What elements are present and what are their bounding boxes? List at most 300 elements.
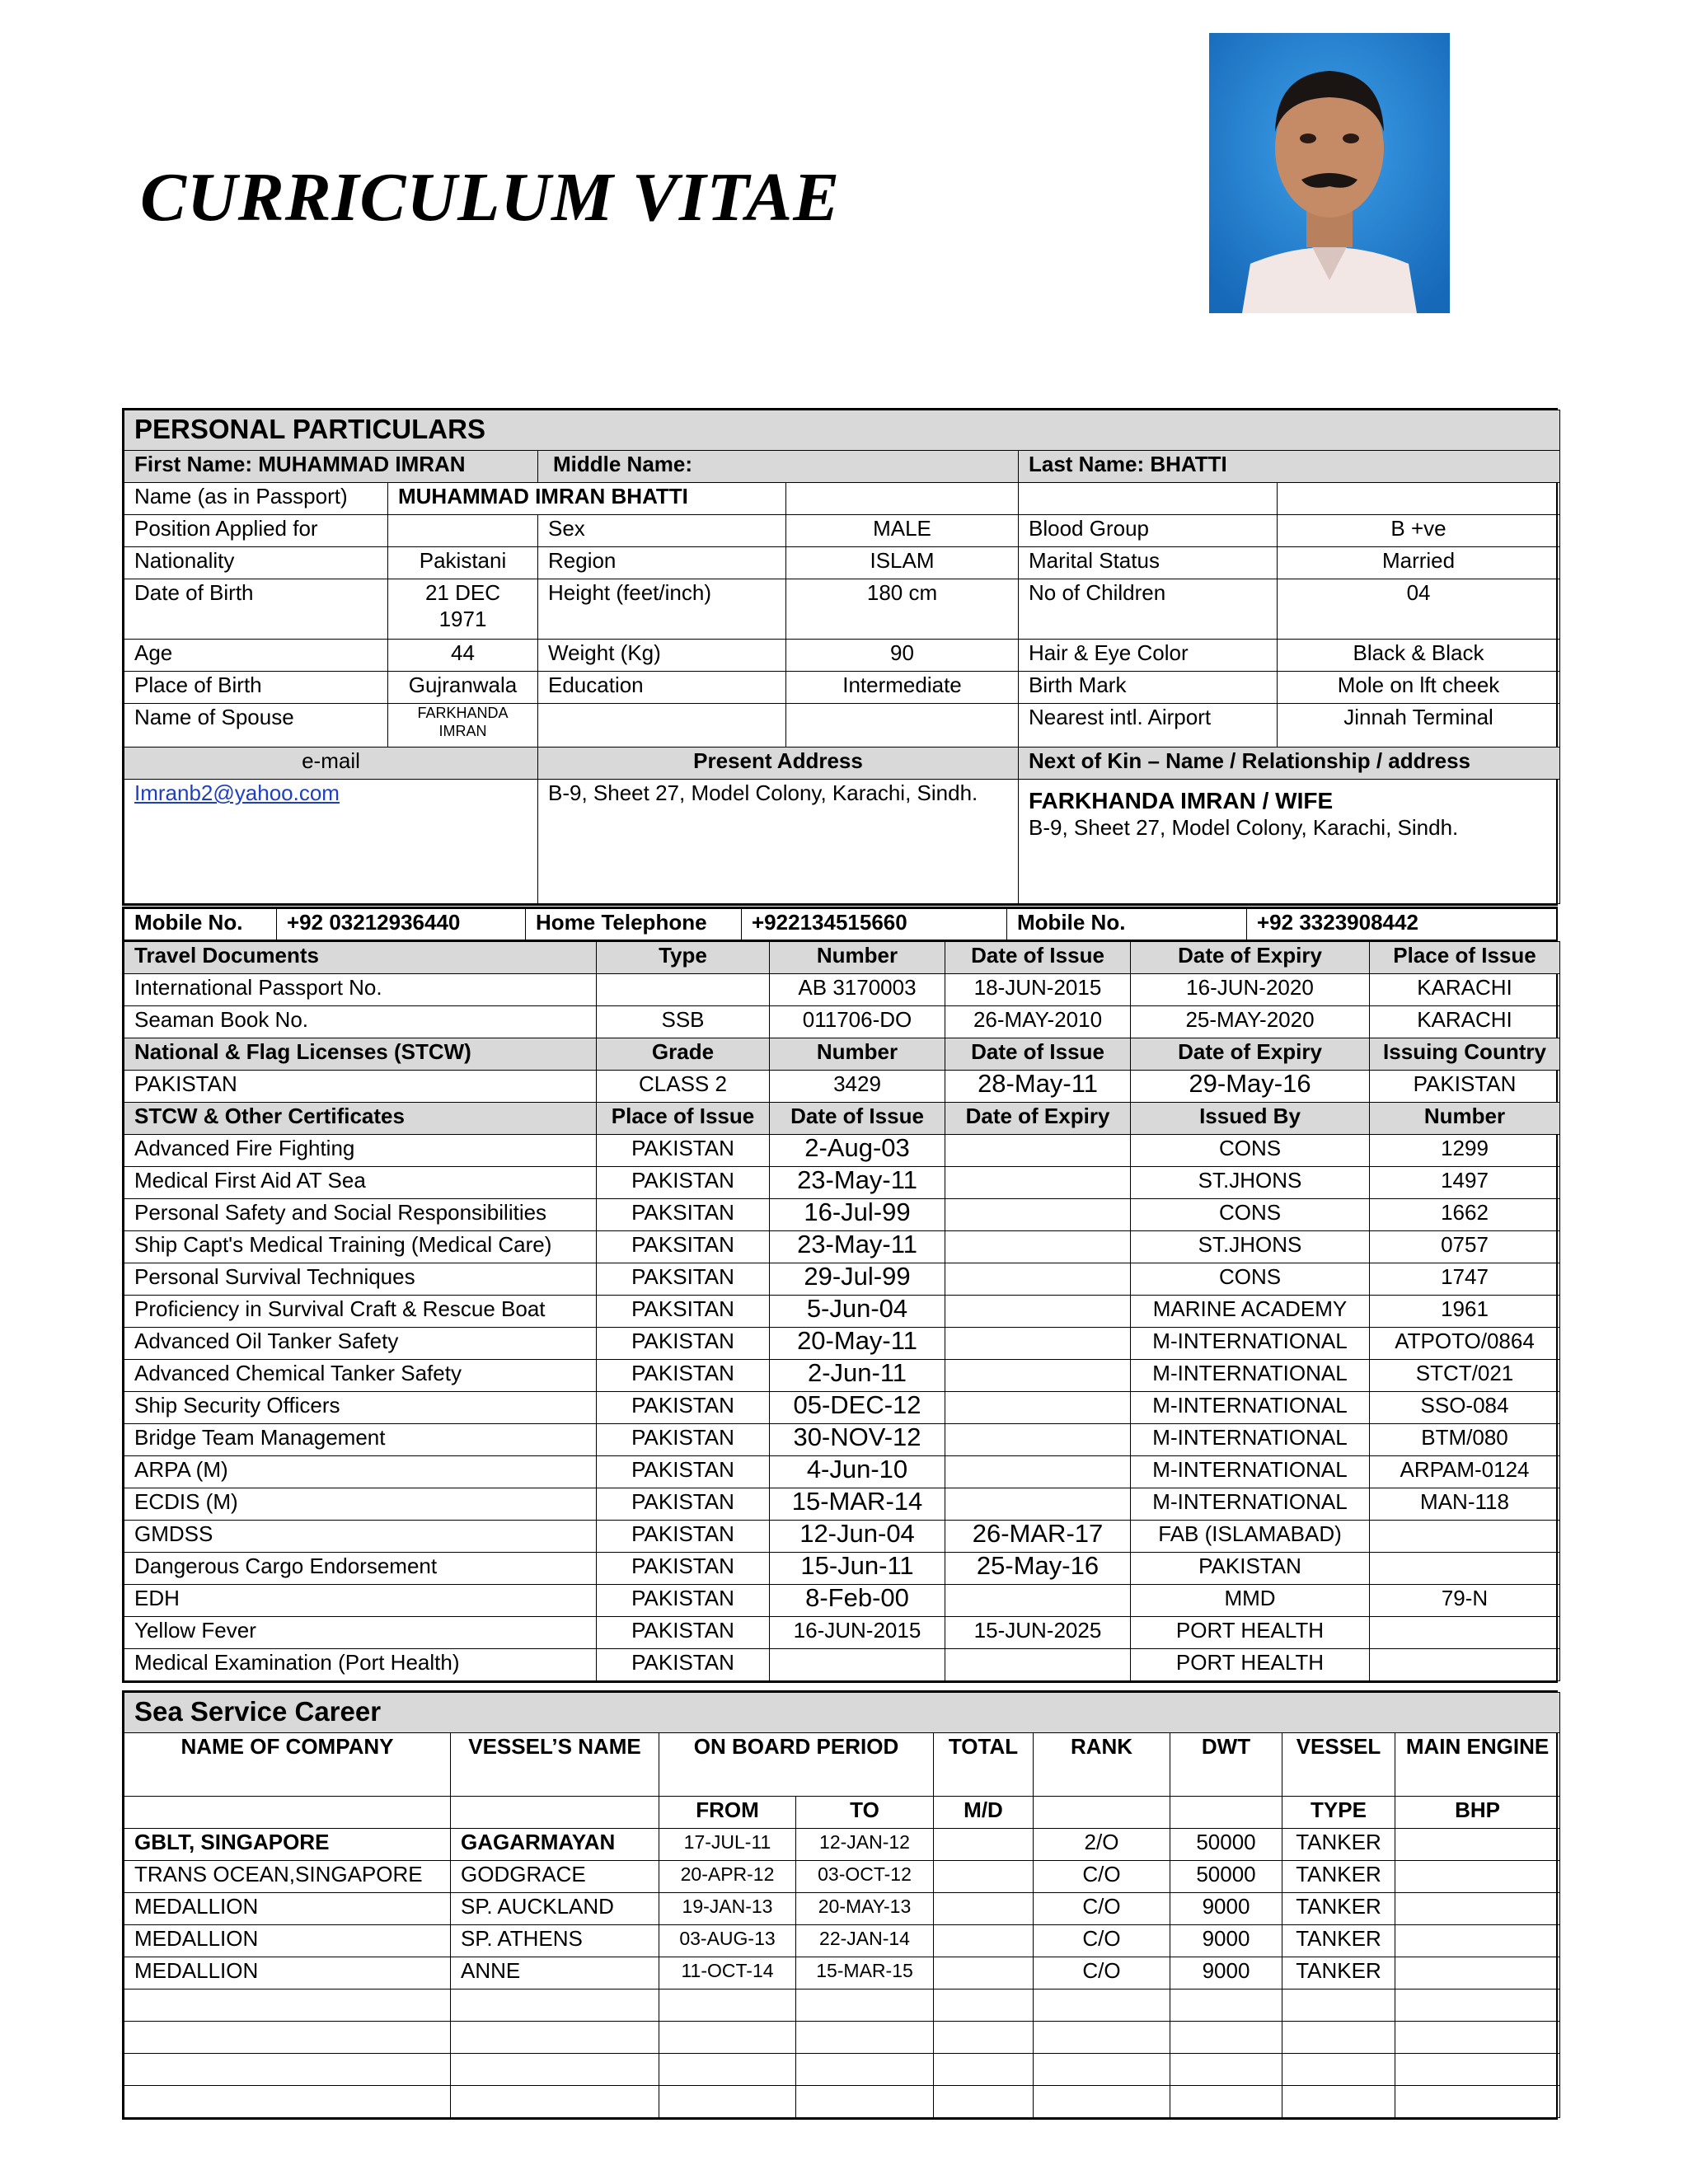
- table-cell: 25-MAY-2020: [1131, 1006, 1370, 1038]
- table-cell: [659, 2054, 796, 2086]
- column-header: Issuing Country: [1370, 1038, 1560, 1071]
- table-cell: 20-MAY-13: [796, 1893, 934, 1925]
- table-header-row: [124, 1038, 1560, 1071]
- column-subheader: FROM: [659, 1797, 796, 1829]
- table-cell: 16-JUN-2015: [770, 1617, 945, 1649]
- table-row: [124, 1263, 1560, 1296]
- table-cell: [659, 1990, 796, 2022]
- table-cell: [1034, 2054, 1170, 2086]
- column-header: VESSEL’S NAME: [451, 1733, 659, 1797]
- value: ISLAM: [786, 547, 1019, 579]
- table-cell: 15-JUN-2025: [945, 1617, 1131, 1649]
- table-cell: 9000: [1170, 1925, 1282, 1957]
- table-cell: [945, 1167, 1131, 1199]
- table-cell: [1282, 2086, 1395, 2118]
- label: Region: [538, 547, 786, 579]
- table-cell: ST.JHONS: [1131, 1167, 1370, 1199]
- table-cell: [796, 1990, 934, 2022]
- table-cell: GODGRACE: [451, 1861, 659, 1893]
- label: Hair & Eye Color: [1019, 640, 1278, 672]
- table-cell: SSB: [597, 1006, 770, 1038]
- table-row: [124, 1861, 1560, 1893]
- table-cell: PAKISTAN: [597, 1553, 770, 1585]
- label: Name (as in Passport): [124, 483, 388, 515]
- table-cell: PAKISTAN: [597, 1167, 770, 1199]
- table-cell: GAGARMAYAN: [451, 1829, 659, 1861]
- passport-name: MUHAMMAD IMRAN BHATTI: [388, 483, 786, 515]
- table-cell: [934, 1829, 1034, 1861]
- value: 04: [1278, 579, 1560, 640]
- table-cell: Advanced Chemical Tanker Safety: [124, 1360, 597, 1392]
- value: MALE: [786, 515, 1019, 547]
- table-cell: M-INTERNATIONAL: [1131, 1360, 1370, 1392]
- table-cell: [945, 1199, 1131, 1231]
- table-cell: 9000: [1170, 1957, 1282, 1990]
- table-cell: SP. AUCKLAND: [451, 1893, 659, 1925]
- column-header: Date of Expiry: [1131, 1038, 1370, 1071]
- table-cell: [945, 1392, 1131, 1424]
- dob-line: 21 DEC: [424, 580, 501, 605]
- table-cell: KARACHI: [1370, 1006, 1560, 1038]
- table-cell: [796, 2086, 934, 2118]
- table-cell: [451, 1990, 659, 2022]
- table-cell: [1170, 2022, 1282, 2054]
- table-row: [124, 1167, 1560, 1199]
- column-header: Place of Issue: [597, 1103, 770, 1135]
- table-row: [124, 1231, 1560, 1263]
- table-cell: C/O: [1034, 1861, 1170, 1893]
- table-cell: 23-May-11: [770, 1167, 945, 1199]
- table-row: [124, 1006, 1560, 1038]
- table-cell: 17-JUL-11: [659, 1829, 796, 1861]
- table-cell: [1370, 1649, 1560, 1681]
- table-cell: M-INTERNATIONAL: [1131, 1456, 1370, 1488]
- table-row: [124, 1957, 1560, 1990]
- table-cell: BTM/080: [1370, 1424, 1560, 1456]
- table-cell: C/O: [1034, 1893, 1170, 1925]
- table-cell: 26-MAR-17: [945, 1521, 1131, 1553]
- column-subheader: TO: [796, 1797, 934, 1829]
- table-cell: Seaman Book No.: [124, 1006, 597, 1038]
- value: Intermediate: [786, 672, 1019, 704]
- table-cell: TANKER: [1282, 1829, 1395, 1861]
- table-cell: Bridge Team Management: [124, 1424, 597, 1456]
- column-subheader: M/D: [934, 1797, 1034, 1829]
- table-cell: [1395, 1861, 1560, 1893]
- table-cell: [945, 1488, 1131, 1521]
- table-cell: [597, 974, 770, 1006]
- label: Blood Group: [1019, 515, 1278, 547]
- table-cell: [1282, 2054, 1395, 2086]
- table-cell: [945, 1424, 1131, 1456]
- table-cell: PAKISTAN: [597, 1585, 770, 1617]
- table-row: [124, 2022, 1560, 2054]
- table-row: [124, 1893, 1560, 1925]
- table-cell: [1370, 1521, 1560, 1553]
- column-header: RANK: [1034, 1733, 1170, 1797]
- label: Home Telephone: [526, 909, 742, 941]
- table-cell: [934, 1957, 1034, 1990]
- column-subheader: [451, 1797, 659, 1829]
- table-cell: Advanced Oil Tanker Safety: [124, 1328, 597, 1360]
- table-cell: PAKISTAN: [1131, 1553, 1370, 1585]
- table-cell: PAKISTAN: [597, 1456, 770, 1488]
- table-cell: 25-May-16: [945, 1553, 1131, 1585]
- value: Gujranwala: [388, 672, 538, 704]
- last-name: Last Name: BHATTI: [1019, 451, 1560, 483]
- table-cell: PAKISTAN: [597, 1392, 770, 1424]
- table-cell: CONS: [1131, 1199, 1370, 1231]
- table-cell: PAKSITAN: [597, 1296, 770, 1328]
- table-cell: [934, 1893, 1034, 1925]
- table-cell: FAB (ISLAMABAD): [1131, 1521, 1370, 1553]
- cell: [1278, 483, 1560, 515]
- table-cell: 19-JAN-13: [659, 1893, 796, 1925]
- table-cell: 03-AUG-13: [659, 1925, 796, 1957]
- table-cell: [124, 2086, 451, 2118]
- table-cell: GBLT, SINGAPORE: [124, 1829, 451, 1861]
- table-cell: M-INTERNATIONAL: [1131, 1392, 1370, 1424]
- table-cell: KARACHI: [1370, 974, 1560, 1006]
- table-cell: [934, 2054, 1034, 2086]
- table-cell: ECDIS (M): [124, 1488, 597, 1521]
- value: 180 cm: [786, 579, 1019, 640]
- table-row: [124, 1296, 1560, 1328]
- column-header: Date of Expiry: [1131, 942, 1370, 974]
- column-header: Date of Expiry: [945, 1103, 1131, 1135]
- table-cell: Personal Survival Techniques: [124, 1263, 597, 1296]
- table-cell: PORT HEALTH: [1131, 1617, 1370, 1649]
- table-cell: PAKISTAN: [597, 1649, 770, 1681]
- column-header: Number: [770, 942, 945, 974]
- table-cell: [1034, 2022, 1170, 2054]
- label: Weight (Kg): [538, 640, 786, 672]
- address-label: Present Address: [538, 748, 1019, 780]
- table-cell: [934, 1990, 1034, 2022]
- table-row: [124, 1990, 1560, 2022]
- table-cell: PAKSITAN: [597, 1231, 770, 1263]
- mobile-number: +92 03212936440: [277, 909, 526, 941]
- table-cell: [124, 2022, 451, 2054]
- table-cell: [945, 1231, 1131, 1263]
- table-cell: SSO-084: [1370, 1392, 1560, 1424]
- table-cell: [945, 1135, 1131, 1167]
- column-header: NAME OF COMPANY: [124, 1733, 451, 1797]
- table-cell: M-INTERNATIONAL: [1131, 1424, 1370, 1456]
- table-row: [124, 1456, 1560, 1488]
- table-cell: MEDALLION: [124, 1893, 451, 1925]
- email-cell: [124, 780, 538, 904]
- table-cell: 26-MAY-2010: [945, 1006, 1131, 1038]
- column-header: VESSEL: [1282, 1733, 1395, 1797]
- table-cell: [1395, 1829, 1560, 1861]
- table-cell: 05-DEC-12: [770, 1392, 945, 1424]
- table-cell: 8-Feb-00: [770, 1585, 945, 1617]
- column-header: Travel Documents: [124, 942, 597, 974]
- table-cell: 3429: [770, 1071, 945, 1103]
- table-cell: STCT/021: [1370, 1360, 1560, 1392]
- table-cell: 1299: [1370, 1135, 1560, 1167]
- table-cell: [1282, 2022, 1395, 2054]
- table-cell: 15-Jun-11: [770, 1553, 945, 1585]
- documents-section: [122, 940, 1558, 1683]
- cell: [1019, 483, 1278, 515]
- sea-service-section: [122, 1690, 1558, 2120]
- column-header: MAIN ENGINE: [1395, 1733, 1560, 1797]
- label: Sex: [538, 515, 786, 547]
- table-cell: Yellow Fever: [124, 1617, 597, 1649]
- table-cell: [451, 2054, 659, 2086]
- table-cell: PAKISTAN: [597, 1135, 770, 1167]
- table-row: [124, 974, 1560, 1006]
- table-cell: [934, 1925, 1034, 1957]
- column-header: STCW & Other Certificates: [124, 1103, 597, 1135]
- table-cell: 29-Jul-99: [770, 1263, 945, 1296]
- table-row: [124, 1360, 1560, 1392]
- table-cell: TANKER: [1282, 1957, 1395, 1990]
- table-cell: Dangerous Cargo Endorsement: [124, 1553, 597, 1585]
- table-row: [124, 1617, 1560, 1649]
- table-cell: [796, 2054, 934, 2086]
- table-cell: PAKISTAN: [124, 1071, 597, 1103]
- column-header: Date of Issue: [770, 1103, 945, 1135]
- table-cell: 20-APR-12: [659, 1861, 796, 1893]
- table-cell: ARPAM-0124: [1370, 1456, 1560, 1488]
- page-title: CURRICULUM VITAE: [140, 159, 841, 236]
- table-cell: ANNE: [451, 1957, 659, 1990]
- value: [388, 579, 538, 640]
- table-cell: [1395, 2086, 1560, 2118]
- column-subheader: BHP: [1395, 1797, 1560, 1829]
- dob-line: 1971: [438, 607, 487, 631]
- table-cell: [1395, 1957, 1560, 1990]
- table-cell: [1282, 1990, 1395, 2022]
- table-cell: Medical Examination (Port Health): [124, 1649, 597, 1681]
- column-subheader: [1034, 1797, 1170, 1829]
- personal-particulars-section: [122, 408, 1558, 906]
- sea-heading: Sea Service Career: [124, 1693, 1560, 1733]
- spouse-line: FARKHANDA: [417, 705, 509, 721]
- column-header: Date of Issue: [945, 1038, 1131, 1071]
- table-cell: [1395, 2054, 1560, 2086]
- table-header-row: [124, 942, 1560, 974]
- table-cell: AB 3170003: [770, 974, 945, 1006]
- table-cell: [934, 2086, 1034, 2118]
- table-cell: [1370, 1617, 1560, 1649]
- table-cell: 29-May-16: [1131, 1071, 1370, 1103]
- table-row: [124, 1424, 1560, 1456]
- value: 44: [388, 640, 538, 672]
- table-cell: MEDALLION: [124, 1925, 451, 1957]
- value: Black & Black: [1278, 640, 1560, 672]
- profile-photo: [1209, 33, 1450, 313]
- kin-name: FARKHANDA IMRAN / WIFE: [1029, 788, 1334, 813]
- table-cell: M-INTERNATIONAL: [1131, 1328, 1370, 1360]
- table-cell: Personal Safety and Social Responsibilities: [124, 1199, 597, 1231]
- table-cell: 50000: [1170, 1829, 1282, 1861]
- table-cell: ATPOTO/0864: [1370, 1328, 1560, 1360]
- table-row: [124, 2054, 1560, 2086]
- table-cell: [1395, 1925, 1560, 1957]
- label: Marital Status: [1019, 547, 1278, 579]
- table-cell: [451, 2086, 659, 2118]
- table-cell: PAKISTAN: [597, 1424, 770, 1456]
- column-header: DWT: [1170, 1733, 1282, 1797]
- label: Mobile No.: [1007, 909, 1247, 941]
- column-header: Number: [1370, 1103, 1560, 1135]
- value: Jinnah Terminal: [1278, 704, 1560, 748]
- column-subheader: [124, 1797, 451, 1829]
- table-cell: 15-MAR-14: [770, 1488, 945, 1521]
- table-cell: MARINE ACADEMY: [1131, 1296, 1370, 1328]
- table-cell: PAKISTAN: [597, 1617, 770, 1649]
- table-cell: [945, 1360, 1131, 1392]
- table-row: [124, 1071, 1560, 1103]
- table-cell: TANKER: [1282, 1925, 1395, 1957]
- section-heading: PERSONAL PARTICULARS: [124, 410, 1560, 451]
- kin-label: Next of Kin – Name / Relationship / address: [1019, 748, 1560, 780]
- table-row: [124, 1829, 1560, 1861]
- table-row: [124, 1328, 1560, 1360]
- mobile-number-2: +92 3323908442: [1247, 909, 1557, 941]
- table-cell: C/O: [1034, 1957, 1170, 1990]
- table-cell: 2-Aug-03: [770, 1135, 945, 1167]
- column-header: Grade: [597, 1038, 770, 1071]
- table-cell: PAKISTAN: [1370, 1071, 1560, 1103]
- table-cell: [1395, 1893, 1560, 1925]
- table-cell: [124, 2054, 451, 2086]
- table-cell: International Passport No.: [124, 974, 597, 1006]
- spouse-line: IMRAN: [438, 723, 487, 739]
- label: Birth Mark: [1019, 672, 1278, 704]
- table-cell: [1170, 2086, 1282, 2118]
- table-cell: GMDSS: [124, 1521, 597, 1553]
- table-cell: 0757: [1370, 1231, 1560, 1263]
- home-telephone: +922134515660: [742, 909, 1007, 941]
- value: [388, 704, 538, 748]
- table-cell: 1961: [1370, 1296, 1560, 1328]
- table-row: [124, 1585, 1560, 1617]
- column-header: Issued By: [1131, 1103, 1370, 1135]
- column-header: Date of Issue: [945, 942, 1131, 974]
- table-row: [124, 1199, 1560, 1231]
- table-cell: CLASS 2: [597, 1071, 770, 1103]
- table-cell: 28-May-11: [945, 1071, 1131, 1103]
- table-cell: [945, 1296, 1131, 1328]
- table-cell: MMD: [1131, 1585, 1370, 1617]
- cell: [786, 704, 1019, 748]
- table-cell: 30-NOV-12: [770, 1424, 945, 1456]
- table-header-row: [124, 1103, 1560, 1135]
- email-link[interactable]: Imranb2@yahoo.com: [134, 780, 340, 805]
- cell: [786, 483, 1019, 515]
- label: Name of Spouse: [124, 704, 388, 748]
- table-cell: 12-JAN-12: [796, 1829, 934, 1861]
- label: Date of Birth: [124, 579, 388, 640]
- table-row: [124, 1521, 1560, 1553]
- column-header: Place of Issue: [1370, 942, 1560, 974]
- table-row: [124, 1649, 1560, 1681]
- email-label: e-mail: [124, 748, 538, 780]
- table-cell: [945, 1456, 1131, 1488]
- table-cell: [770, 1649, 945, 1681]
- table-cell: MAN-118: [1370, 1488, 1560, 1521]
- table-cell: 12-Jun-04: [770, 1521, 945, 1553]
- table-cell: [945, 1328, 1131, 1360]
- table-cell: PAKISTAN: [597, 1328, 770, 1360]
- table-cell: [1170, 1990, 1282, 2022]
- table-cell: 15-MAR-15: [796, 1957, 934, 1990]
- table-cell: [1395, 2022, 1560, 2054]
- value: Married: [1278, 547, 1560, 579]
- value: Mole on lft cheek: [1278, 672, 1560, 704]
- table-row: [124, 1135, 1560, 1167]
- label: Position Applied for: [124, 515, 388, 547]
- column-subheader: [1170, 1797, 1282, 1829]
- table-cell: [1034, 1990, 1170, 2022]
- label: Age: [124, 640, 388, 672]
- label: No of Children: [1019, 579, 1278, 640]
- table-cell: PAKISTAN: [597, 1360, 770, 1392]
- table-cell: [124, 1990, 451, 2022]
- label: Mobile No.: [124, 909, 277, 941]
- table-cell: CONS: [1131, 1263, 1370, 1296]
- table-cell: MEDALLION: [124, 1957, 451, 1990]
- cell: [388, 515, 538, 547]
- table-cell: 03-OCT-12: [796, 1861, 934, 1893]
- table-cell: 2-Jun-11: [770, 1360, 945, 1392]
- table-cell: SP. ATHENS: [451, 1925, 659, 1957]
- column-header: ON BOARD PERIOD: [659, 1733, 934, 1797]
- value: B +ve: [1278, 515, 1560, 547]
- table-cell: TANKER: [1282, 1893, 1395, 1925]
- label: Place of Birth: [124, 672, 388, 704]
- table-cell: [1370, 1553, 1560, 1585]
- table-cell: 1747: [1370, 1263, 1560, 1296]
- table-cell: [945, 1263, 1131, 1296]
- table-cell: 22-JAN-14: [796, 1925, 934, 1957]
- column-header: National & Flag Licenses (STCW): [124, 1038, 597, 1071]
- table-cell: 1497: [1370, 1167, 1560, 1199]
- label: Education: [538, 672, 786, 704]
- table-cell: 16-Jul-99: [770, 1199, 945, 1231]
- table-cell: 5-Jun-04: [770, 1296, 945, 1328]
- table-cell: PAKSITAN: [597, 1199, 770, 1231]
- table-cell: [659, 2022, 796, 2054]
- subheader-row: [124, 1797, 1560, 1829]
- table-cell: TRANS OCEAN,SINGAPORE: [124, 1861, 451, 1893]
- table-row: [124, 1553, 1560, 1585]
- table-cell: PAKISTAN: [597, 1521, 770, 1553]
- table-cell: [1170, 2054, 1282, 2086]
- table-row: [124, 1392, 1560, 1424]
- value: Pakistani: [388, 547, 538, 579]
- table-cell: 20-May-11: [770, 1328, 945, 1360]
- table-row: [124, 1925, 1560, 1957]
- table-cell: 9000: [1170, 1893, 1282, 1925]
- table-cell: Ship Capt's Medical Training (Medical Care): [124, 1231, 597, 1263]
- table-cell: 011706-DO: [770, 1006, 945, 1038]
- table-cell: ST.JHONS: [1131, 1231, 1370, 1263]
- table-cell: [934, 2022, 1034, 2054]
- table-cell: ARPA (M): [124, 1456, 597, 1488]
- table-cell: PAKISTAN: [597, 1488, 770, 1521]
- table-cell: [945, 1585, 1131, 1617]
- table-row: [124, 2086, 1560, 2118]
- table-cell: [1395, 1990, 1560, 2022]
- table-cell: PORT HEALTH: [1131, 1649, 1370, 1681]
- table-cell: TANKER: [1282, 1861, 1395, 1893]
